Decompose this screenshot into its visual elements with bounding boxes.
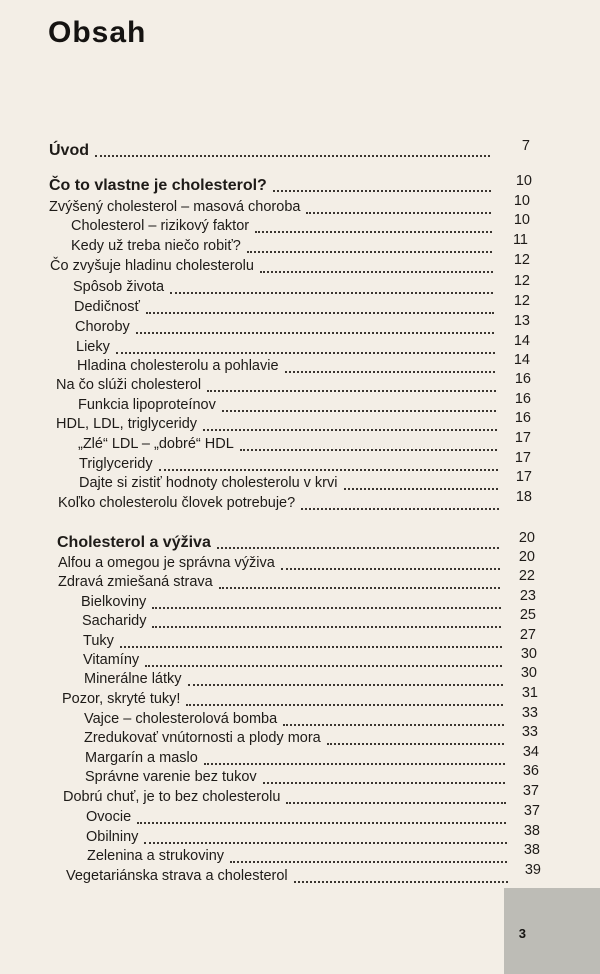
dot-leader <box>170 292 493 294</box>
toc-entry[interactable] <box>82 612 501 631</box>
toc-entry[interactable] <box>81 593 501 612</box>
toc-entry[interactable] <box>83 651 502 670</box>
dot-leader <box>159 469 498 471</box>
toc-entry[interactable] <box>76 338 495 357</box>
dot-leader <box>263 782 505 784</box>
toc-page-number: 10 <box>513 212 530 228</box>
toc-entry-title: Na čo slúži cholesterol <box>56 377 202 393</box>
toc-entry[interactable] <box>56 415 497 434</box>
dot-leader <box>203 429 496 431</box>
toc-entry-title: Tuky <box>83 633 114 649</box>
toc-entry[interactable] <box>79 455 498 474</box>
toc-page-number: 7 <box>521 138 530 154</box>
toc-page-number: 20 <box>518 530 535 546</box>
toc-entry-title: Čo zvyšuje hladinu cholesterolu <box>50 258 254 274</box>
toc-entry-title: Dajte si zistiť hodnoty cholesterolu v krvi <box>79 475 338 491</box>
toc-entry[interactable] <box>58 494 499 513</box>
toc-entry[interactable] <box>49 176 491 195</box>
toc-entry[interactable] <box>84 729 504 748</box>
toc-page-number: 13 <box>513 313 530 329</box>
toc-entry-title: Margarín a maslo <box>85 750 198 766</box>
toc-page-number: 36 <box>522 763 539 779</box>
dot-leader <box>294 881 508 883</box>
toc-entry[interactable] <box>85 768 505 787</box>
toc-page-number: 18 <box>515 489 532 505</box>
toc-page-number: 37 <box>523 803 540 819</box>
dot-leader <box>281 568 500 570</box>
toc-entry-title: HDL, LDL, triglyceridy <box>56 416 198 432</box>
toc-entry-title: Sacharidy <box>82 613 147 629</box>
dot-leader <box>273 190 491 192</box>
toc-entry-title: Zredukovať vnútornosti a plody mora <box>84 730 321 746</box>
toc-entry-title: Úvod <box>49 142 89 159</box>
toc-entry-title: Spôsob života <box>73 279 165 295</box>
dot-leader <box>137 822 506 824</box>
page-number: 3 <box>518 926 526 941</box>
toc-page-number: 34 <box>522 744 539 760</box>
toc-entry[interactable] <box>71 237 492 256</box>
toc-entry[interactable] <box>71 217 492 236</box>
toc-entry[interactable] <box>87 847 507 866</box>
toc-entry-title: Bielkoviny <box>81 594 147 610</box>
toc-entry-title: Vegetariánska strava a cholesterol <box>66 868 288 884</box>
dot-leader <box>186 704 503 706</box>
toc-page-number: 30 <box>520 665 537 681</box>
dot-leader <box>219 587 500 589</box>
toc-entry[interactable] <box>58 573 500 592</box>
dot-leader <box>207 390 495 392</box>
toc-entry[interactable] <box>57 533 499 552</box>
toc-page-number: 11 <box>512 232 528 248</box>
toc-entry-title: Alfou a omegou je správna výživa <box>58 555 275 571</box>
dot-leader <box>286 802 505 804</box>
toc-page-number: 25 <box>519 607 536 623</box>
toc-entry-title: Pozor, skryté tuky! <box>62 691 181 707</box>
toc-page-number: 22 <box>518 568 535 584</box>
dot-leader <box>145 665 502 667</box>
toc-page-number: 14 <box>513 352 530 368</box>
dot-leader <box>344 488 499 490</box>
toc-entry[interactable] <box>78 396 496 415</box>
toc-page-number: 10 <box>513 193 530 209</box>
dot-leader <box>327 743 504 745</box>
toc-page-number: 12 <box>513 273 530 289</box>
dot-leader <box>136 332 494 334</box>
toc-page-number: 17 <box>515 469 532 485</box>
toc-page-number: 20 <box>518 549 535 565</box>
toc-entry-title: Minerálne látky <box>84 671 182 687</box>
toc-entry[interactable] <box>79 474 498 493</box>
dot-leader <box>116 352 495 354</box>
toc-entry-title: Dedičnosť <box>74 299 140 315</box>
toc-entry-title: Hladina cholesterolu a pohlavie <box>77 358 279 374</box>
dot-leader <box>120 646 502 648</box>
toc-entry[interactable] <box>84 670 503 689</box>
dot-leader <box>217 547 499 549</box>
toc-entry[interactable] <box>83 632 502 651</box>
dot-leader <box>152 607 500 609</box>
toc-entry-title: Vitamíny <box>83 652 140 668</box>
dot-leader <box>283 724 503 726</box>
toc-entry-title: Ovocie <box>86 809 132 825</box>
toc-page-number: 39 <box>524 862 541 878</box>
toc-entry[interactable] <box>66 867 508 886</box>
toc-entry[interactable] <box>75 318 494 337</box>
toc-entry-title: Kedy už treba niečo robiť? <box>71 238 241 254</box>
dot-leader <box>255 231 491 233</box>
toc-entry[interactable] <box>56 376 496 395</box>
toc-entry-title: Dobrú chuť, je to bez cholesterolu <box>63 789 281 805</box>
toc-entry[interactable] <box>74 298 494 317</box>
dot-leader <box>306 212 491 214</box>
toc-page-number: 30 <box>520 646 537 662</box>
toc-entry[interactable] <box>49 198 491 217</box>
toc-page-number: 14 <box>513 333 530 349</box>
toc-page-number: 31 <box>521 685 538 701</box>
dot-leader <box>230 861 507 863</box>
dot-leader <box>188 684 503 686</box>
toc-entry[interactable] <box>78 435 497 454</box>
toc-page-number: 16 <box>514 410 531 426</box>
toc-entry-title: Zvýšený cholesterol – masová choroba <box>49 199 301 215</box>
toc-entry-title: Zelenina a strukoviny <box>87 848 225 864</box>
toc-entry-title: Cholesterol – rizikový faktor <box>71 218 250 234</box>
toc-page-number: 27 <box>519 627 536 643</box>
dot-leader <box>240 449 497 451</box>
dot-leader <box>204 763 505 765</box>
toc-entry-title: Vajce – cholesterolová bomba <box>84 711 278 727</box>
toc-entry[interactable] <box>50 257 493 276</box>
toc-entry-title: Choroby <box>75 319 130 335</box>
toc-page-number: 12 <box>513 252 530 268</box>
toc-page-number: 10 <box>515 173 532 189</box>
toc-entry[interactable] <box>86 828 507 847</box>
toc-entry[interactable] <box>73 278 493 297</box>
toc-page-number: 33 <box>521 724 538 740</box>
dot-leader <box>285 371 495 373</box>
dot-leader <box>146 312 494 314</box>
toc-page-number: 17 <box>514 430 531 446</box>
dot-leader <box>301 508 498 510</box>
toc-page-number: 33 <box>521 705 538 721</box>
toc-entry[interactable] <box>63 788 506 807</box>
toc-entry-title: „Zlé“ LDL – „dobré“ HDL <box>78 436 234 452</box>
dot-leader <box>222 410 496 412</box>
toc-page-number: 16 <box>514 391 531 407</box>
dot-leader <box>247 251 492 253</box>
dot-leader <box>95 155 490 157</box>
toc-page-number: 12 <box>513 293 530 309</box>
toc-entry[interactable] <box>84 710 504 729</box>
dot-leader <box>260 271 493 273</box>
toc-entry[interactable] <box>49 141 490 160</box>
toc-entry-title: Zdravá zmiešaná strava <box>58 574 213 590</box>
dot-leader <box>152 626 501 628</box>
toc-page-number: 17 <box>514 450 531 466</box>
dot-leader <box>144 842 506 844</box>
toc-page-number: 16 <box>514 371 531 387</box>
toc-entry-title: Funkcia lipoproteínov <box>78 397 216 413</box>
toc-page-number: 37 <box>522 783 539 799</box>
toc-entry-title: Cholesterol a výživa <box>57 534 211 551</box>
toc-entry-title: Triglyceridy <box>79 456 153 472</box>
toc-entry-title: Koľko cholesterolu človek potrebuje? <box>58 495 296 511</box>
toc-entry[interactable] <box>58 554 500 573</box>
toc-entry-title: Lieky <box>76 339 110 355</box>
toc-page-number: 23 <box>519 588 536 604</box>
toc-entry[interactable] <box>62 690 503 709</box>
page-title: Obsah <box>48 16 147 49</box>
toc-entry[interactable] <box>86 808 506 827</box>
toc-entry-title: Správne varenie bez tukov <box>85 769 257 785</box>
toc-page-number: 38 <box>523 842 540 858</box>
toc-entry[interactable] <box>85 749 505 768</box>
toc-entry[interactable] <box>77 357 495 376</box>
toc-entry-title: Čo to vlastne je cholesterol? <box>49 177 267 194</box>
toc-entry-title: Obilniny <box>86 829 139 845</box>
toc-page-number: 38 <box>523 823 540 839</box>
